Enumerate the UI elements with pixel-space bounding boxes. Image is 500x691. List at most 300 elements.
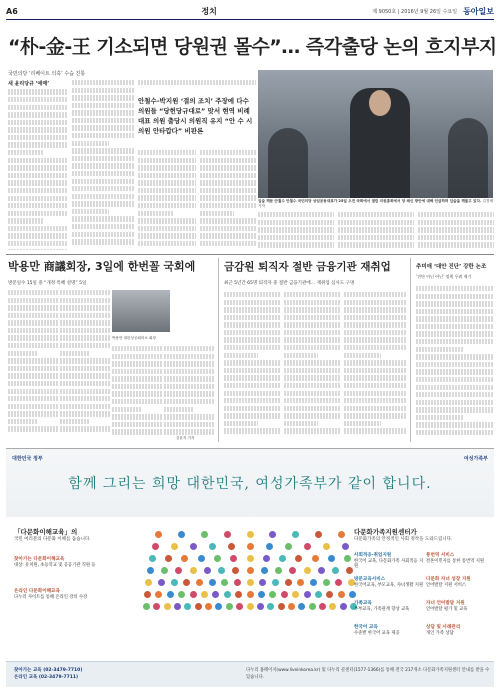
text-line [224,383,280,388]
person-icon [259,579,266,586]
text-line [112,346,162,351]
text-line [112,422,162,427]
text-line [8,373,58,378]
text-line [8,290,58,295]
person-icon [346,567,353,574]
text-line [8,404,58,409]
text-line [344,391,406,396]
story2-headline: 박용만 商議회장, 3일에 한번꼴 국회에 [8,260,196,273]
text-line [344,353,381,358]
text-line [224,398,280,403]
main-body-col-2 [72,80,134,250]
text-line [164,422,214,427]
person-icon [247,555,254,562]
main-headline: “朴-金-王 기소되면 당원권 몰수”… 즉각출당 논의 흐지부지 [8,36,497,58]
text-line [416,316,494,321]
text-line [138,233,196,238]
masthead [6,4,494,20]
person-icon [178,591,185,598]
text-line [284,391,340,396]
person-icon [198,555,205,562]
text-line [224,345,280,350]
service-item [354,577,424,588]
text-line [224,368,280,373]
text-line [338,227,414,232]
text-line [416,331,494,336]
person-icon [272,579,279,586]
text-line [60,320,110,325]
text-line [60,426,110,431]
text-line [8,419,38,424]
text-line [138,173,196,178]
text-line [8,180,68,185]
text-line [8,211,68,216]
text-line [72,156,134,161]
text-line [60,419,90,424]
person-icon [164,603,171,610]
person-icon [247,603,254,610]
service-title: 다문화 자녀 성장 지원 [426,577,471,582]
text-line [344,398,406,403]
text-line [200,211,234,216]
text-line [60,358,110,363]
ad-right-title: 다문화가족지원센터가 [354,528,417,536]
text-line [8,226,68,231]
text-line [8,233,68,238]
text-line [164,376,214,381]
text-line [138,158,196,163]
main-photo [258,70,493,198]
main-body-col-3 [138,150,196,250]
person-icon [288,603,295,610]
ad-footer-contacts [14,667,82,681]
main-body-col-1 [8,80,68,250]
person-icon [190,591,197,598]
service-desc: 결혼이민자를 통한 통번역 지원 [426,558,485,564]
person-icon [224,531,231,538]
main-subhead: 국민의당 ‘리베이트 의혹’ 수습 진통 [8,71,86,77]
person-icon [326,591,333,598]
person-icon [309,603,316,610]
service-title: 한국어 교육 [354,625,378,630]
person-icon [267,603,274,610]
text-line [8,142,68,147]
person-icon [204,567,211,574]
text-line [224,337,280,342]
person-icon [292,531,299,538]
text-line [60,373,110,378]
text-line [8,112,68,117]
phone-offline-education: 찾아가는 교육 (02-3479-7710) [14,668,83,673]
ad-footer [6,661,494,687]
story3-sub: 최근 5년간 65명 퇴직자 중 절반 금융기관에… 재취업 심사도 구멍 [224,281,355,286]
text-line [258,212,334,217]
ad-left-sub: 국민 여러분의 다문화 이해를 돕습니다. [14,537,91,542]
person-icon [310,579,317,586]
service-item [14,557,132,568]
person-icon [263,555,270,562]
text-line [224,421,258,426]
text-line [258,220,334,225]
person-icon [184,603,191,610]
text-line [138,180,196,185]
text-line [344,330,406,335]
text-line [112,407,142,412]
text-line [138,165,196,170]
ad-left-title: 「다문화이해교육」의 [14,528,78,536]
column-rule-2 [410,258,411,442]
service-item [354,601,424,612]
text-line [284,368,340,373]
text-line [138,211,173,216]
service-desc: 개인 가족 상담 [426,630,454,636]
person-icon [205,603,212,610]
person-icon [304,591,311,598]
text-line [8,241,68,246]
person-icon [236,603,243,610]
text-line [8,105,68,110]
text-line [8,165,68,170]
service-title: 방문교육서비스 [354,577,386,582]
person-icon [292,591,299,598]
pull-quote: 안철수-박지원 ‘결의 조치’ 주장에 다수 의원들 “당헌당규대로” 맞서 현역 비례대표 의원 출당시 의원직 유지 “안 수 시의원 안타깝다” 비판론 [138,97,253,135]
text-line [112,369,162,374]
text-line [224,406,280,411]
person-icon [178,531,185,538]
text-line [138,195,196,200]
text-line [284,398,340,403]
text-line [72,171,134,176]
text-line [258,242,334,247]
person-icon [234,579,241,586]
text-line [224,300,280,305]
text-line [72,103,134,108]
service-title: 온라인 다문화이해교육 [14,589,60,594]
story2-col-4 [164,346,214,440]
person-icon [269,591,276,598]
text-line [284,406,340,411]
text-line [416,415,463,420]
service-desc: 수준별 한국어 교육 제공 [354,630,400,636]
story3-col-1 [224,292,280,440]
main-body-col-4 [200,150,256,250]
service-title: 사회적응·취업지원 [354,553,392,558]
text-line [284,315,340,320]
gov-logo: 대한민국 정부 [12,456,43,462]
text-line [224,292,280,297]
text-line [138,203,196,208]
text-line [60,305,110,310]
text-line [224,360,280,365]
text-line [416,362,494,367]
person-icon [143,603,150,610]
text-line [8,381,58,386]
person-icon [209,579,216,586]
person-icon [232,567,239,574]
text-line [112,384,162,389]
person-icon [328,555,335,562]
story4-col-1 [416,286,494,440]
text-line [416,400,494,405]
text-line [8,158,68,163]
service-desc: 한국어 교육, 다문화가족 사회적응 지원 [354,558,424,569]
text-line [416,347,463,352]
story4-headline: 추미애 ‘대안 진단’ 강한 논조 [416,264,487,270]
text-line [8,97,68,102]
text-line [8,203,68,208]
text-line [200,203,256,208]
person-icon [340,603,347,610]
column-rule [218,258,219,442]
text-line [60,335,110,340]
text-line [8,426,58,431]
text-line [258,235,334,240]
person-icon [332,567,339,574]
service-item [426,577,492,588]
text-line [284,413,340,418]
text-line [138,226,196,231]
service-title: 가족교육 [354,601,372,606]
text-line [416,407,494,412]
ad-footer-info: 다누리 홈페이지(www.liveinkorea.kr) 및 다누리 콜센터(1577-1366)를 통해 전국 217개소 다문화가족지원센터 안내를 받을 수 있습니다. [246,668,490,680]
person-icon [297,579,304,586]
person-icon [155,531,162,538]
text-line [138,150,196,155]
text-line [416,385,494,390]
text-line [344,406,406,411]
text-line [8,335,58,340]
text-line [224,375,280,380]
ad-slogan: 함께 그리는 희망 대한민국, 여성가족부가 같이 합니다. [68,476,432,492]
person-icon [167,591,174,598]
person-icon [209,543,216,550]
main-body-col-3-top [138,80,256,94]
text-line [224,307,280,312]
text-line [112,391,162,396]
text-line [8,305,58,310]
text-line [60,298,110,303]
story2-col-1 [8,290,58,440]
person-icon [247,543,254,550]
ad-right-sub: 다문화가족의 안정적인 사회 정착을 도와드립니다. [354,537,453,542]
text-line [200,158,256,163]
text-line [60,366,110,371]
text-line [138,188,196,193]
person-icon [174,603,181,610]
photo-caption-text: 입술 깨문 안철수 안철수 국민의당 상임공동대표가 25일 오전 국회에서 열린 의원총회에서 당 쇄신 방안에 대해 언급하며 입술을 깨물고 있다. [258,199,482,203]
person-icon [279,555,286,562]
section-divider [6,254,494,255]
person-icon [275,567,282,574]
text-line [8,135,68,140]
story2-col-2 [60,290,110,440]
person-icon [281,591,288,598]
text-line [200,233,256,238]
person-icon [338,591,345,598]
person-icon [318,567,325,574]
person-icon [190,543,197,550]
text-line [8,218,44,223]
text-line [8,366,58,371]
text-line [60,351,90,356]
service-title: 상담 및 사례관리 [426,625,461,630]
text-line [112,429,162,434]
text-line [60,381,110,386]
ministry-logo: 여성가족부 [463,456,488,462]
text-line [344,315,406,320]
text-line [338,242,414,247]
person-icon [190,567,197,574]
text-line [72,80,134,85]
service-item [354,553,424,570]
person-icon [196,579,203,586]
person-icon [349,591,356,598]
text-line [200,188,256,193]
text-line [284,375,340,380]
story4-sub: ‘진단 아닌 아닌’ 정책 우려 제기 [416,274,472,279]
text-line [344,300,406,305]
person-icon [221,579,228,586]
text-line [164,346,214,351]
text-line [164,384,214,389]
text-line [8,150,44,155]
text-line [284,337,340,342]
person-icon [289,567,296,574]
text-line [8,343,58,348]
text-line [338,235,414,240]
section-name: 정치 [201,7,217,16]
person-icon [298,603,305,610]
text-line [72,148,134,153]
person-icon [201,591,208,598]
person-icon [212,591,219,598]
story2-byline: 김윤지 기자 [176,436,195,440]
text-line [8,188,68,193]
text-line [112,354,162,359]
person-icon [226,603,233,610]
person-icon [152,543,159,550]
text-line [60,343,110,348]
text-line [344,375,406,380]
text-line [284,360,340,365]
text-line [284,345,340,350]
person-icon [319,603,326,610]
text-line [8,298,58,303]
text-line [72,209,109,214]
text-line [344,360,406,365]
text-line [164,414,214,419]
text-line [112,376,162,381]
text-line [8,89,68,94]
main-kicker: 새 윤리당규 ‘애매’ [8,81,50,87]
text-line [284,300,340,305]
text-line [284,383,340,388]
text-line [224,330,280,335]
text-line [164,407,194,412]
text-line [72,163,134,168]
text-line [416,354,494,359]
text-line [416,339,494,344]
text-line [8,396,58,401]
text-line [344,322,406,327]
text-line [60,290,110,295]
phone-online-education: 온라인 교육 (02-3479-7711) [14,675,79,680]
text-line [138,241,196,246]
text-line [416,430,494,435]
text-line [200,165,256,170]
person-icon [304,567,311,574]
text-line [344,413,406,418]
text-line [72,201,134,206]
text-line [416,422,494,427]
text-line [60,328,110,333]
text-line [344,368,406,373]
text-line [344,292,406,297]
text-line [416,294,494,299]
person-icon [144,591,151,598]
service-desc: 언어발달 지원 서비스 [426,582,467,588]
person-icon [312,555,319,562]
text-line [112,399,162,404]
text-line [344,345,406,350]
person-icon [161,567,168,574]
government-ad [6,448,494,686]
person-icon [230,555,237,562]
person-icon [342,543,349,550]
main-body-col-6 [338,212,414,250]
service-desc: 다누리 사이트를 통해 온라인 강의 수강 [14,594,88,600]
person-icon [147,567,154,574]
service-item [354,625,424,636]
person-icon [295,555,302,562]
text-line [164,399,214,404]
person-icon [323,543,330,550]
person-icon [201,531,208,538]
person-icon [258,591,265,598]
service-title: 통번역 서비스 [426,553,455,558]
text-line [418,220,494,225]
service-desc: 한국어교육, 부모교육, 자녀생활 지원 [354,582,424,588]
text-line [72,239,134,244]
text-line [138,218,196,223]
text-line [416,286,494,291]
text-line [72,194,134,199]
service-title: 찾아가는 다문화이해교육 [14,557,65,562]
text-line [344,383,406,388]
service-desc: 대상: 유치원, 초등학교 및 공공기관 직원 등 [14,562,96,568]
person-icon [278,603,285,610]
text-line [418,227,494,232]
crowd-illustration [136,529,364,619]
text-line [164,369,214,374]
text-line [200,226,256,231]
service-item [14,589,132,600]
text-line [344,428,406,433]
text-line [200,180,256,185]
story2-sub: 방문일수 15일 중 “개정 특혜 설명” 5일 [8,281,87,286]
photo-credit: 김경제 기자 [258,199,493,208]
story2-photo-caption: 박용만 대한상공회의소 회장 [112,336,156,340]
text-line [72,88,134,93]
text-line [338,220,414,225]
person-icon [285,543,292,550]
person-icon [344,555,351,562]
text-line [72,224,134,229]
text-line [72,118,134,123]
text-line [8,389,58,394]
person-icon [247,567,254,574]
text-line [418,242,494,247]
